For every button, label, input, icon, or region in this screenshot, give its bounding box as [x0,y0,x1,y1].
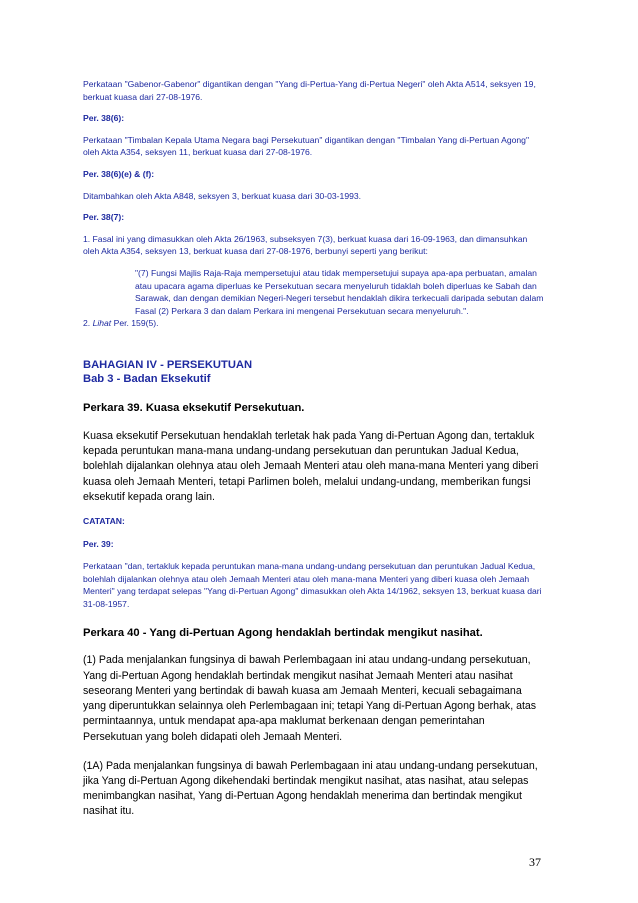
article-40-title: Perkara 40 - Yang di-Pertuan Agong hendaklah bertindak mengikut nasihat. [83,627,483,640]
note-lihat: 2. Lihat Per. 159(5). [83,318,159,329]
note-ditambahkan: Ditambahkan oleh Akta A848, seksyen 3, berkuat kuasa dari 30-03-1993. [83,190,362,201]
note-heading-39: Per. 39: [83,538,114,549]
note-gabenor: Perkataan "Gabenor-Gabenor" digantikan dengan "Yang di-Pertua-Yang di-Pertua Negeri" oleh Akta A514, seksyen 19, berkuat kuasa dari 27-08-1976. [83,79,536,102]
note-39: Perkataan "dan, tertakluk kepada peruntukan mana-mana undang-undang persekutuan dan peruntukan Jadual Kedua, bolehlah dijalankan olehnya atau oleh Jemaah Menteri atau oleh mana-mana Menteri yang diberi kuasa oleh Jemaah Menteri" yang terdapat selepas "Yang di-Pertuan Agong" dimasukkan oleh Akta 14/1962, seksyen 13, berkuat kuasa dari 31-08-1957. [83,561,542,609]
chapter-title: Bab 3 - Badan Eksekutif [83,372,211,385]
part-title: BAHAGIAN IV - PERSEKUTUAN [83,358,253,371]
article-40-para-1: (1) Pada menjalankan fungsinya di bawah Perlembagaan ini atau undang-undang persekutuan, Yang di-Pertuan Agong hendaklah bertindak mengikut nasihat Jemaah Menteri atau nasihat seseorang Menteri yang bertindak di bawah kuasa am Jemaah Menteri, kecuali sebagaimana yang diperuntukkan selainnya oleh Perlembagaan ini; tetapi Yang di-Pertuan Agong berhak, atas permintaannya, untuk mendapat apa-apa maklumat berkenaan dengan pemerintahan Persekutuan yang boleh didapati oleh Jemaah Menteri. [83,654,537,743]
note-heading-38-6-e-f: Per. 38(6)(e) & (f): [83,168,155,179]
note-heading-38-6: Per. 38(6): [83,113,125,124]
article-40-para-1a: (1A) Pada menjalankan fungsinya di bawah Perlembagaan ini atau undang-undang persekutuan, jika Yang di-Pertuan Agong dikehendaki bertindak mengikut nasihat, atas nasihat, atau selepas menimbangkan nasihat, Yang di-Pertuan Agong hendaklah menerima dan bertindak mengikut nasihat itu. [83,759,538,818]
note-timbalan: Perkataan "Timbalan Kepala Utama Negara bagi Persekutuan" digantikan dengan "Timbalan Yang di-Pertuan Agong" oleh Akta A354, seksyen 11, berkuat kuasa dari 27-08-1976. [83,134,529,158]
document-page [83,78,545,820]
quoted-clause: "(7) Fungsi Majlis Raja-Raja mempersetujui atau tidak mempersetujui supaya apa-apa perbuatan, amalan atau upacara agama diperluas ke Persekutuan secara menyeluruh tidaklah boleh diperluas ke Sabah dan Sarawak, dan dengan demikian Negeri-Negeri tersebut hendaklah dikira terkecuali daripada sebutan dalam Fasal (2) Perkara 3 dan dalam Perkara ini mengenai Persekutuan secara menyeluruh.". [135,267,544,316]
catatan-heading: CATATAN: [83,515,125,526]
article-39-title: Perkara 39. Kuasa eksekutif Persekutuan. [83,401,305,414]
article-39-body: Kuasa eksekutif Persekutuan hendaklah terletak hak pada Yang di-Pertuan Agong dan, tertakluk kepada peruntukan mana-mana undang-undang persekutuan dan peruntukan Jadual Kedua, bolehlah dijalankan olehnya atau oleh Jemaah Menteri atau oleh mana-mana Menteri yang diberi kuasa oleh Jemaah Menteri, tetapi Parlimen boleh, melalui undang-undang, memberikan fungsi eksekutif kepada orang lain. [83,429,539,503]
note-fasal: 1. Fasal ini yang dimasukkan oleh Akta 26/1963, subseksyen 7(3), berkuat kuasa dari 16-09-1963, dan dimansuhkan oleh Akta A354, seksyen 13, berkuat kuasa dari 27-08-1976, berbunyi seperti yang berikut: [83,233,528,257]
note-heading-38-7: Per. 38(7): [83,212,125,223]
page-number: 37 [529,855,541,869]
